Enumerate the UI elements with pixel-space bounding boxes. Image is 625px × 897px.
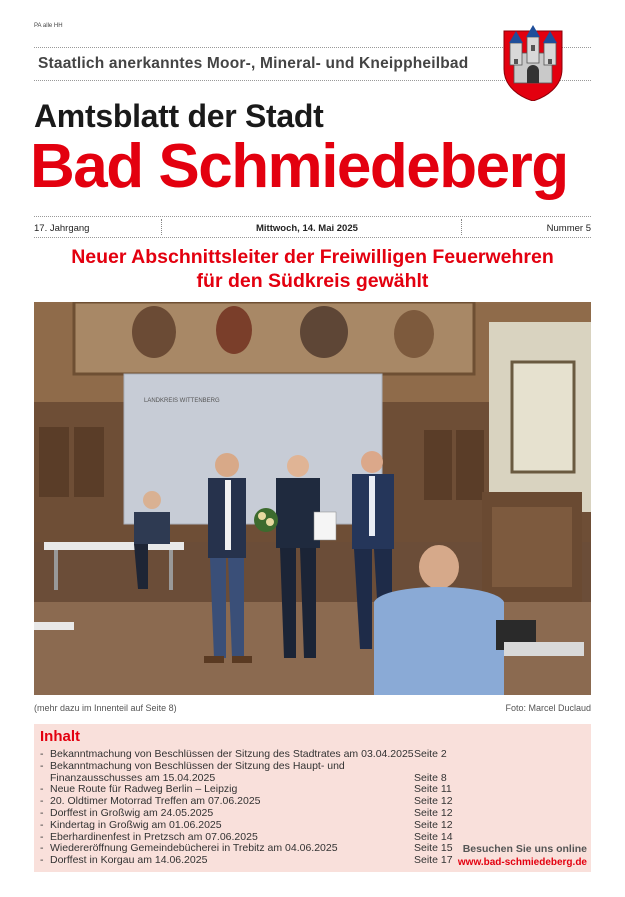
toc-item[interactable] — [40, 854, 453, 867]
info-separator — [161, 219, 162, 235]
toc-item-title: Bekanntmachung von Beschlüssen der Sitzung des Stadtrates am 03.04.2025 — [50, 748, 414, 760]
photo-caption: (mehr dazu im Innenteil auf Seite 8) — [34, 703, 177, 713]
toc-item-title: Wiedereröffnung Gemeindebücherei in Trebitz am 04.06.2025 — [50, 842, 338, 855]
cover-photo — [34, 302, 591, 695]
info-separator — [461, 219, 462, 235]
headline-line2: für den Südkreis gewählt — [196, 270, 429, 292]
issue-number: Nummer 5 — [546, 223, 591, 234]
toc-bullet: - — [40, 783, 44, 796]
toc-bullet: - — [40, 854, 44, 867]
toc-bullet: - — [40, 748, 44, 760]
toc-item-title: Eberhardinenfest in Pretzsch am 07.06.2025 — [50, 830, 258, 843]
toc-item-title: Bekanntmachung von Beschlüssen der Sitzung des Haupt- und — [50, 759, 345, 772]
masthead-title: Bad Schmiedeberg — [30, 132, 568, 201]
toc-item-page: Seite 11 — [414, 783, 452, 796]
divider-info-bottom — [34, 237, 591, 238]
tagline: Staatlich anerkanntes Moor-, Mineral- und Kneippheilbad — [38, 55, 469, 72]
toc-item-title: 20. Oldtimer Motorrad Treffen am 07.06.2025 — [50, 795, 261, 808]
coat-of-arms-icon — [500, 25, 566, 101]
postal-note: PA alle HH — [34, 23, 63, 29]
toc-item-title: Dorffest in Großwig am 24.05.2025 — [50, 806, 214, 819]
online-label: Besuchen Sie uns online — [462, 843, 587, 855]
toc-title: Inhalt — [40, 728, 80, 745]
toc-item[interactable] — [40, 818, 453, 832]
toc-list — [40, 748, 453, 867]
toc-bullet: - — [40, 759, 44, 772]
toc-item-title: Kindertag in Großwig am 01.06.2025 — [50, 818, 222, 831]
masthead-line1: Amtsblatt der Stadt — [34, 98, 324, 134]
headline-line1: Neuer Abschnittsleiter der Freiwilligen Feuerwehren — [71, 246, 554, 268]
toc-item-page: Seite 12 — [414, 806, 453, 819]
toc-item-page: Seite 14 — [414, 830, 453, 843]
photo-credit: Foto: Marcel Duclaud — [505, 703, 591, 713]
toc-item-page: Seite 15 — [414, 842, 453, 855]
issue-volume: 17. Jahrgang — [34, 223, 90, 234]
toc-bullet: - — [40, 842, 44, 855]
issue-date: Mittwoch, 14. Mai 2025 — [256, 223, 358, 234]
toc-item[interactable] — [40, 761, 450, 773]
banner-text: LANDKREIS WITTENBERG — [144, 398, 220, 404]
cover-photo-illustration — [34, 302, 591, 695]
toc-bullet: - — [40, 795, 44, 808]
headline — [34, 245, 591, 293]
toc-item-title: Dorffest in Korgau am 14.06.2025 — [50, 854, 208, 867]
toc-bullet: - — [40, 818, 44, 831]
toc-item-page: Seite 2 — [414, 748, 447, 760]
toc-item-page: Seite 17 — [414, 854, 453, 867]
toc-bullet: - — [40, 830, 44, 843]
toc-item-page: Seite 12 — [414, 818, 453, 831]
divider-info-top — [34, 216, 591, 217]
toc-bullet: - — [40, 806, 44, 819]
toc-item[interactable] — [40, 806, 453, 820]
website-link[interactable]: www.bad-schmiedeberg.de — [457, 857, 587, 868]
toc-item-title: Neue Route für Radweg Berlin – Leipzig — [50, 783, 238, 796]
toc-item-page: Seite 8 — [414, 771, 447, 784]
toc-item-title: Finanzausschusses am 15.04.2025 — [50, 771, 216, 784]
issue-info-bar — [34, 219, 591, 236]
table-of-contents — [34, 724, 591, 872]
toc-item-page: Seite 12 — [414, 795, 453, 808]
